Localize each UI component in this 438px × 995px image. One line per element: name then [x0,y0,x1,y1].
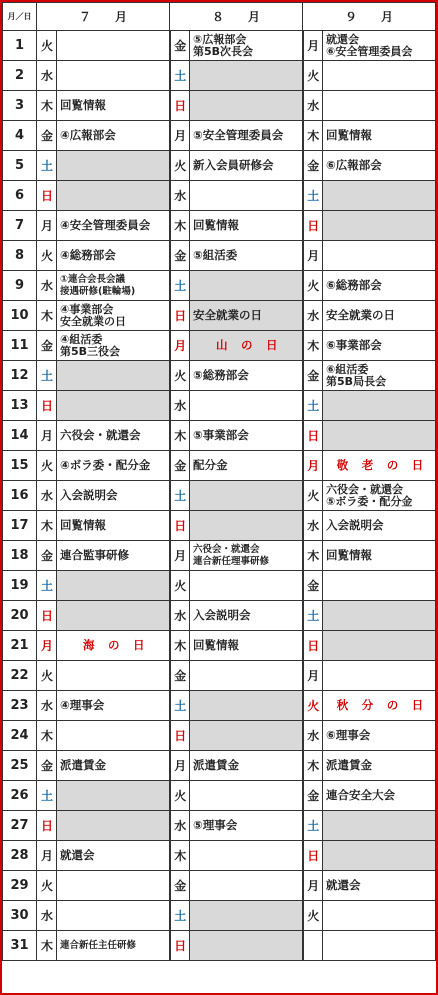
event-cell-august: ⑤広報部会 第5B次長会 [190,31,303,61]
event-cell-september [323,601,436,631]
weekday-july: 金 [37,541,57,571]
weekday-august: 土 [170,61,190,91]
event-cell-july [57,901,170,931]
event-cell-august [190,871,303,901]
day-row [3,481,436,511]
event-cell-september [323,241,436,271]
event-cell-august [190,511,303,541]
weekday-july: 木 [37,721,57,751]
event-cell-july [57,61,170,91]
weekday-september: 月 [303,451,323,481]
event-cell-july: ①連合会長会議 接遇研修(駐輪場) [57,271,170,301]
weekday-september: 日 [303,421,323,451]
weekday-august: 日 [170,301,190,331]
event-cell-july: 回覧情報 [57,511,170,541]
weekday-august: 月 [170,121,190,151]
weekday-july: 火 [37,871,57,901]
day-row [3,931,436,961]
day-row [3,871,436,901]
event-cell-september [323,421,436,451]
day-number: 28 [3,841,37,871]
event-cell-july: 連合新任主任研修 [57,931,170,961]
day-row [3,421,436,451]
event-cell-july [57,31,170,61]
event-cell-september [323,841,436,871]
weekday-july: 月 [37,421,57,451]
event-cell-july [57,661,170,691]
weekday-september: 土 [303,181,323,211]
event-cell-september [323,901,436,931]
weekday-september: 月 [303,241,323,271]
day-row [3,211,436,241]
weekday-july: 火 [37,451,57,481]
day-row [3,301,436,331]
weekday-august: 火 [170,361,190,391]
weekday-august: 日 [170,511,190,541]
event-cell-july [57,601,170,631]
weekday-september [303,931,323,961]
event-cell-september: 敬 老 の 日 [323,451,436,481]
event-cell-september: 入会説明会 [323,511,436,541]
weekday-september: 火 [303,61,323,91]
event-cell-july: 派遣賃金 [57,751,170,781]
weekday-august: 水 [170,601,190,631]
day-row [3,451,436,481]
day-number: 23 [3,691,37,721]
day-row [3,541,436,571]
event-cell-july [57,181,170,211]
day-number: 7 [3,211,37,241]
day-number: 24 [3,721,37,751]
day-number: 3 [3,91,37,121]
weekday-july: 金 [37,331,57,361]
weekday-july: 土 [37,571,57,601]
event-cell-august: 回覧情報 [190,211,303,241]
day-number: 15 [3,451,37,481]
event-cell-july [57,571,170,601]
weekday-july: 土 [37,781,57,811]
event-cell-july: 海 の 日 [57,631,170,661]
event-cell-july: ④総務部会 [57,241,170,271]
event-cell-august [190,571,303,601]
day-number: 27 [3,811,37,841]
day-row [3,361,436,391]
day-number: 9 [3,271,37,301]
weekday-august: 日 [170,91,190,121]
day-number: 29 [3,871,37,901]
event-cell-august: 入会説明会 [190,601,303,631]
day-number: 11 [3,331,37,361]
event-cell-september: ⑥組活委 第5B局長会 [323,361,436,391]
weekday-august: 土 [170,691,190,721]
weekday-september: 日 [303,211,323,241]
weekday-july: 木 [37,301,57,331]
weekday-july: 木 [37,511,57,541]
day-number: 19 [3,571,37,601]
day-row [3,901,436,931]
day-number: 22 [3,661,37,691]
event-cell-august: 配分金 [190,451,303,481]
event-cell-july: ④組活委 第5B三役会 [57,331,170,361]
weekday-august: 土 [170,481,190,511]
weekday-september: 木 [303,541,323,571]
weekday-september: 日 [303,631,323,661]
weekday-july: 月 [37,631,57,661]
day-row [3,61,436,91]
header-row [3,3,436,31]
day-row [3,661,436,691]
event-cell-august: 回覧情報 [190,631,303,661]
event-cell-august: ⑤事業部会 [190,421,303,451]
event-cell-august: 新入会員研修会 [190,151,303,181]
weekday-september: 木 [303,121,323,151]
event-cell-september: 回覧情報 [323,121,436,151]
weekday-july: 日 [37,181,57,211]
day-row [3,631,436,661]
event-cell-july [57,871,170,901]
weekday-july: 日 [37,601,57,631]
weekday-august: 木 [170,211,190,241]
event-cell-september: ⑥事業部会 [323,331,436,361]
event-cell-august: 山 の 日 [190,331,303,361]
event-cell-july: ④安全管理委員会 [57,211,170,241]
weekday-august: 水 [170,181,190,211]
day-row [3,271,436,301]
day-number: 17 [3,511,37,541]
day-row [3,781,436,811]
day-row [3,841,436,871]
month-header-july: ７ 月 [37,3,170,31]
day-number: 6 [3,181,37,211]
weekday-july: 水 [37,901,57,931]
event-cell-september: 就還会 ⑥安全管理委員会 [323,31,436,61]
weekday-july: 日 [37,811,57,841]
corner-label: 月／日 [3,3,37,31]
event-cell-july: ④広報部会 [57,121,170,151]
event-cell-july: 入会説明会 [57,481,170,511]
day-row [3,151,436,181]
day-row [3,121,436,151]
month-header-september: ９ 月 [303,3,436,31]
weekday-september: 火 [303,901,323,931]
weekday-july: 水 [37,271,57,301]
day-row [3,571,436,601]
weekday-july: 土 [37,361,57,391]
weekday-july: 日 [37,391,57,421]
event-cell-august [190,661,303,691]
weekday-september: 火 [303,481,323,511]
event-cell-july [57,781,170,811]
weekday-august: 火 [170,151,190,181]
weekday-september: 月 [303,661,323,691]
event-cell-august [190,841,303,871]
event-cell-august: 派遣賃金 [190,751,303,781]
event-cell-september: ⑥総務部会 [323,271,436,301]
weekday-september: 水 [303,301,323,331]
event-cell-september [323,931,436,961]
event-cell-august: ⑤安全管理委員会 [190,121,303,151]
weekday-july: 土 [37,151,57,181]
event-cell-august [190,721,303,751]
event-cell-july [57,721,170,751]
weekday-september: 金 [303,361,323,391]
weekday-july: 火 [37,31,57,61]
weekday-september: 水 [303,511,323,541]
day-number: 31 [3,931,37,961]
event-cell-september: 派遣賃金 [323,751,436,781]
weekday-july: 水 [37,691,57,721]
event-cell-september: 秋 分 の 日 [323,691,436,721]
event-cell-september [323,661,436,691]
weekday-august: 月 [170,541,190,571]
weekday-september: 金 [303,151,323,181]
event-cell-august [190,271,303,301]
day-number: 25 [3,751,37,781]
event-cell-july: 連合監事研修 [57,541,170,571]
day-row [3,691,436,721]
event-cell-july: 就還会 [57,841,170,871]
day-number: 4 [3,121,37,151]
event-cell-july: 回覧情報 [57,91,170,121]
weekday-july: 水 [37,481,57,511]
weekday-july: 月 [37,841,57,871]
weekday-september: 土 [303,601,323,631]
event-cell-july [57,151,170,181]
event-cell-august: ⑤組活委 [190,241,303,271]
weekday-august: 金 [170,31,190,61]
event-cell-august [190,931,303,961]
calendar-body [3,31,436,961]
day-number: 5 [3,151,37,181]
weekday-august: 土 [170,901,190,931]
day-number: 1 [3,31,37,61]
weekday-august: 月 [170,751,190,781]
day-number: 8 [3,241,37,271]
event-cell-september [323,211,436,241]
event-cell-september [323,391,436,421]
day-row [3,31,436,61]
weekday-august: 日 [170,721,190,751]
weekday-july: 木 [37,931,57,961]
event-cell-august: ⑤理事会 [190,811,303,841]
event-cell-september: 六役会・就還会 ⑤ボラ委・配分金 [323,481,436,511]
day-number: 14 [3,421,37,451]
day-number: 18 [3,541,37,571]
weekday-july: 金 [37,121,57,151]
event-cell-july: ④事業部会 安全就業の日 [57,301,170,331]
weekday-september: 金 [303,781,323,811]
weekday-september: 土 [303,811,323,841]
day-number: 20 [3,601,37,631]
day-number: 21 [3,631,37,661]
event-cell-august [190,181,303,211]
event-cell-september: 連合安全大会 [323,781,436,811]
weekday-september: 木 [303,751,323,781]
day-row [3,601,436,631]
weekday-september: 火 [303,691,323,721]
day-number: 30 [3,901,37,931]
event-cell-july: ④ボラ委・配分金 [57,451,170,481]
day-row [3,751,436,781]
event-cell-september [323,61,436,91]
event-cell-august: ⑤総務部会 [190,361,303,391]
day-number: 26 [3,781,37,811]
event-cell-august [190,61,303,91]
event-cell-august: 六役会・就還会 連合新任理事研修 [190,541,303,571]
day-number: 2 [3,61,37,91]
day-number: 12 [3,361,37,391]
event-cell-september: 回覧情報 [323,541,436,571]
event-cell-july [57,811,170,841]
day-number: 13 [3,391,37,421]
weekday-july: 木 [37,91,57,121]
weekday-july: 月 [37,211,57,241]
weekday-august: 土 [170,271,190,301]
weekday-september: 金 [303,571,323,601]
event-cell-september: ⑥広報部会 [323,151,436,181]
event-cell-august: 安全就業の日 [190,301,303,331]
day-row [3,331,436,361]
weekday-september: 土 [303,391,323,421]
day-row [3,241,436,271]
event-cell-september: ⑥理事会 [323,721,436,751]
event-cell-august [190,691,303,721]
weekday-august: 木 [170,841,190,871]
event-cell-july [57,361,170,391]
weekday-august: 火 [170,781,190,811]
day-row [3,181,436,211]
weekday-august: 木 [170,421,190,451]
weekday-august: 火 [170,571,190,601]
weekday-july: 金 [37,751,57,781]
event-cell-august [190,391,303,421]
weekday-july: 火 [37,661,57,691]
day-row [3,91,436,121]
weekday-september: 木 [303,331,323,361]
weekday-august: 日 [170,931,190,961]
weekday-august: 月 [170,331,190,361]
weekday-september: 月 [303,31,323,61]
day-row [3,511,436,541]
weekday-july: 火 [37,241,57,271]
event-cell-september: 就還会 [323,871,436,901]
month-header-august: ８ 月 [170,3,303,31]
weekday-september: 月 [303,871,323,901]
event-cell-august [190,781,303,811]
weekday-august: 木 [170,631,190,661]
weekday-september: 日 [303,841,323,871]
weekday-august: 金 [170,451,190,481]
event-cell-september [323,811,436,841]
event-calendar-table [2,2,436,961]
event-cell-september: 安全就業の日 [323,301,436,331]
weekday-august: 金 [170,661,190,691]
event-cell-september [323,181,436,211]
weekday-august: 水 [170,391,190,421]
weekday-july: 水 [37,61,57,91]
day-row [3,811,436,841]
event-cell-july [57,391,170,421]
event-cell-september [323,91,436,121]
day-number: 16 [3,481,37,511]
event-cell-august [190,901,303,931]
day-number: 10 [3,301,37,331]
weekday-september: 水 [303,91,323,121]
weekday-august: 水 [170,811,190,841]
event-cell-september [323,571,436,601]
day-row [3,391,436,421]
event-cell-july: 六役会・就還会 [57,421,170,451]
event-cell-september [323,631,436,661]
weekday-august: 金 [170,871,190,901]
event-cell-july: ④理事会 [57,691,170,721]
event-cell-august [190,481,303,511]
weekday-september: 火 [303,271,323,301]
day-row [3,721,436,751]
weekday-september: 水 [303,721,323,751]
weekday-august: 金 [170,241,190,271]
event-cell-august [190,91,303,121]
